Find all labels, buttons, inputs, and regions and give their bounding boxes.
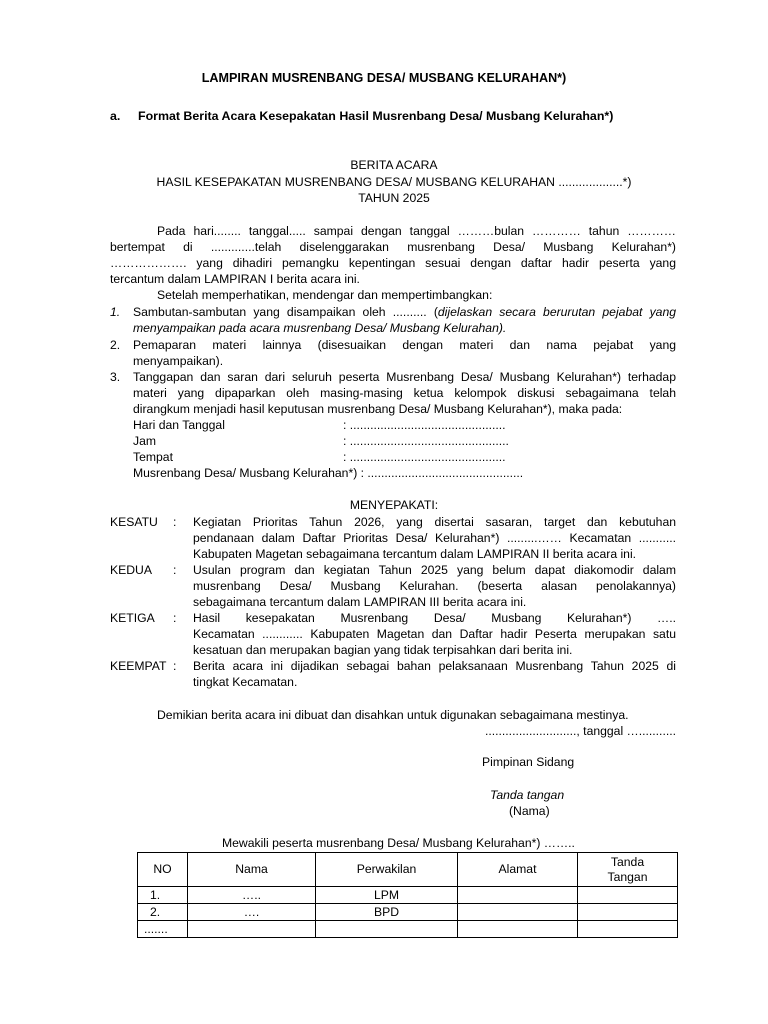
kesatu-line-2: pendanaan dalam Daftar Prioritas Desa/ Kelurahan*) .........…… Kecamatan ........... — [193, 531, 676, 545]
kedua-line-2: musrenbang Desa/ Musbang Kelurahan. (beserta alasan penolakannya) — [193, 579, 676, 593]
section-title: Format Berita Acara Kesepakatan Hasil Musrenbang Desa/ Musbang Kelurahan*) — [138, 109, 614, 123]
table-row — [138, 904, 678, 921]
field-musrenbang-line: Musrenbang Desa/ Musbang Kelurahan*) : .............................................. — [133, 466, 524, 480]
kedua-colon: : — [173, 563, 177, 577]
kesatu-label: KESATU — [110, 515, 158, 529]
row-3-alamat — [458, 921, 578, 938]
row-1-no: 1. — [138, 887, 188, 904]
signature-sign: Tanda tangan — [490, 788, 565, 802]
row-1-alamat — [458, 887, 578, 904]
point-3-line-3: dirangkum menjadi hasil keputusan musrenbang Desa/ Musbang Kelurahan*), maka pada: — [133, 402, 623, 416]
heading-berita-acara: BERITA ACARA — [350, 158, 438, 172]
kesatu-line-1: Kegiatan Prioritas Tahun 2026, yang disertai sasaran, target dan kebutuhan — [193, 515, 676, 529]
field-tempat-label: Tempat — [133, 450, 173, 464]
header-tanda-line-2: Tangan — [607, 869, 648, 884]
header-nama: Nama — [188, 853, 316, 887]
point-2-number: 2. — [110, 338, 121, 352]
row-2-ttd — [578, 904, 678, 921]
table-header-row — [138, 853, 678, 887]
row-3-nama — [188, 921, 316, 938]
row-3-ttd — [578, 921, 678, 938]
kedua-label: KEDUA — [110, 563, 152, 577]
point-1-italic-text: dijelaskan secara berurutan pejabat yang — [437, 305, 676, 319]
kedua-line-1: Usulan program dan kegiatan Tahun 2025 yang belum dapat diakomodir dalam — [193, 563, 676, 577]
header-perwakilan: Perwakilan — [316, 853, 458, 887]
closing-statement: Demikian berita acara ini dibuat dan disahkan untuk digunakan sebagaimana mestinya. — [157, 708, 629, 722]
kedua-line-3: sebagaimana tercantum dalam LAMPIRAN III berita acara ini. — [193, 595, 527, 609]
header-tanda-line-1: Tanda — [610, 854, 645, 869]
keempat-colon: : — [173, 659, 177, 673]
row-2-perwakilan: BPD — [316, 904, 458, 921]
field-hari-label: Hari dan Tanggal — [133, 418, 225, 432]
ketiga-colon: : — [173, 611, 177, 625]
keempat-line-2: tingkat Kecamatan. — [193, 675, 298, 689]
section-letter: a. — [110, 109, 121, 123]
keempat-line-1: Berita acara ini dijadikan sebagai bahan pelaksanaan Musrenbang Tahun 2025 di — [193, 659, 676, 673]
row-1-perwakilan: LPM — [316, 887, 458, 904]
ketiga-label: KETIGA — [110, 611, 155, 625]
signature-role: Pimpinan Sidang — [482, 755, 575, 769]
keempat-label: KEEMPAT — [110, 659, 167, 673]
ketiga-line-1: Hasil kesepakatan Musrenbang Desa/ Musbang Kelurahan*) ….. — [193, 611, 676, 625]
representatives-table — [137, 852, 678, 938]
point-1-line-1 — [133, 304, 676, 320]
representatives-caption: Mewakili peserta musrenbang Desa/ Musbang Kelurahan*) …….. — [222, 836, 575, 850]
ketiga-line-2: Kecamatan ............ Kabupaten Magetan dan Daftar hadir Peserta merupakan satu — [193, 627, 676, 641]
row-2-no: 2. — [138, 904, 188, 921]
row-2-nama: …. — [188, 904, 316, 921]
document-title: LAMPIRAN MUSRENBANG DESA/ MUSBANG KELURAHAN*) — [201, 71, 567, 85]
row-1-ttd — [578, 887, 678, 904]
heading-hasil-kesepakatan: HASIL KESEPAKATAN MUSRENBANG DESA/ MUSBANG KELURAHAN ...................*) — [156, 175, 632, 189]
point-1-number: 1. — [110, 305, 121, 319]
header-tanda-tangan — [578, 853, 678, 887]
opening-line-4: tercantum dalam LAMPIRAN I berita acara ini. — [110, 272, 360, 286]
field-jam-value: : ............................................... — [343, 434, 509, 448]
signature-name: (Nama) — [509, 804, 550, 818]
agreement-heading: MENYEPAKATI: — [349, 498, 439, 512]
point-3-line-1: Tanggapan dan saran dari seluruh peserta Musrenbang Desa/ Musbang Kelurahan*) terhadap — [133, 370, 676, 384]
header-alamat: Alamat — [458, 853, 578, 887]
table-row — [138, 921, 678, 938]
opening-line-5: Setelah memperhatikan, mendengar dan mempertimbangkan: — [157, 288, 493, 302]
field-hari-value: : .............................................. — [343, 418, 506, 432]
opening-line-1: Pada hari........ tanggal..... sampai dengan tanggal ………bulan ………… tahun ………… — [157, 224, 676, 238]
row-3-perwakilan — [316, 921, 458, 938]
opening-line-2: bertempat di .............telah diselenggarakan musrenbang Desa/ Musbang Kelurahan*) — [110, 240, 676, 254]
point-2-line-1: Pemaparan materi lainnya (disesuaikan dengan materi dan nama pejabat yang — [133, 338, 676, 352]
row-1-nama: ….. — [188, 887, 316, 904]
row-3-no: ....... — [138, 921, 188, 938]
opening-line-3: ………………. yang dihadiri pemangku kepentingan sesuai dengan daftar hadir peserta yang — [110, 256, 676, 270]
header-no: NO — [138, 853, 188, 887]
point-3-number: 3. — [110, 370, 121, 384]
point-3-line-2: materi yang dipaparkan oleh masing-masing ketua kelompok diskusi sebagaimana telah — [133, 386, 676, 400]
kesatu-line-3: Kabupaten Magetan sebagaimana tercantum dalam LAMPIRAN II berita acara ini. — [193, 547, 637, 561]
kesatu-colon: : — [173, 515, 177, 529]
heading-tahun: TAHUN 2025 — [358, 191, 430, 205]
field-jam-label: Jam — [133, 434, 157, 448]
row-2-alamat — [458, 904, 578, 921]
field-tempat-value: : .............................................. — [343, 450, 506, 464]
point-2-line-2: menyampaikan). — [133, 354, 224, 368]
ketiga-line-3: kesatuan dan merupakan bagian yang tidak terpisahkan dari berita ini. — [193, 643, 573, 657]
point-1-line-2: menyampaikan pada acara musrenbang Desa/ Musbang Kelurahan). — [133, 321, 507, 335]
point-1-plain-text: Sambutan-sambutan yang disampaikan oleh .......... ( — [133, 305, 438, 319]
closing-date-line: ..........................., tanggal …........... — [484, 724, 676, 738]
table-row — [138, 887, 678, 904]
